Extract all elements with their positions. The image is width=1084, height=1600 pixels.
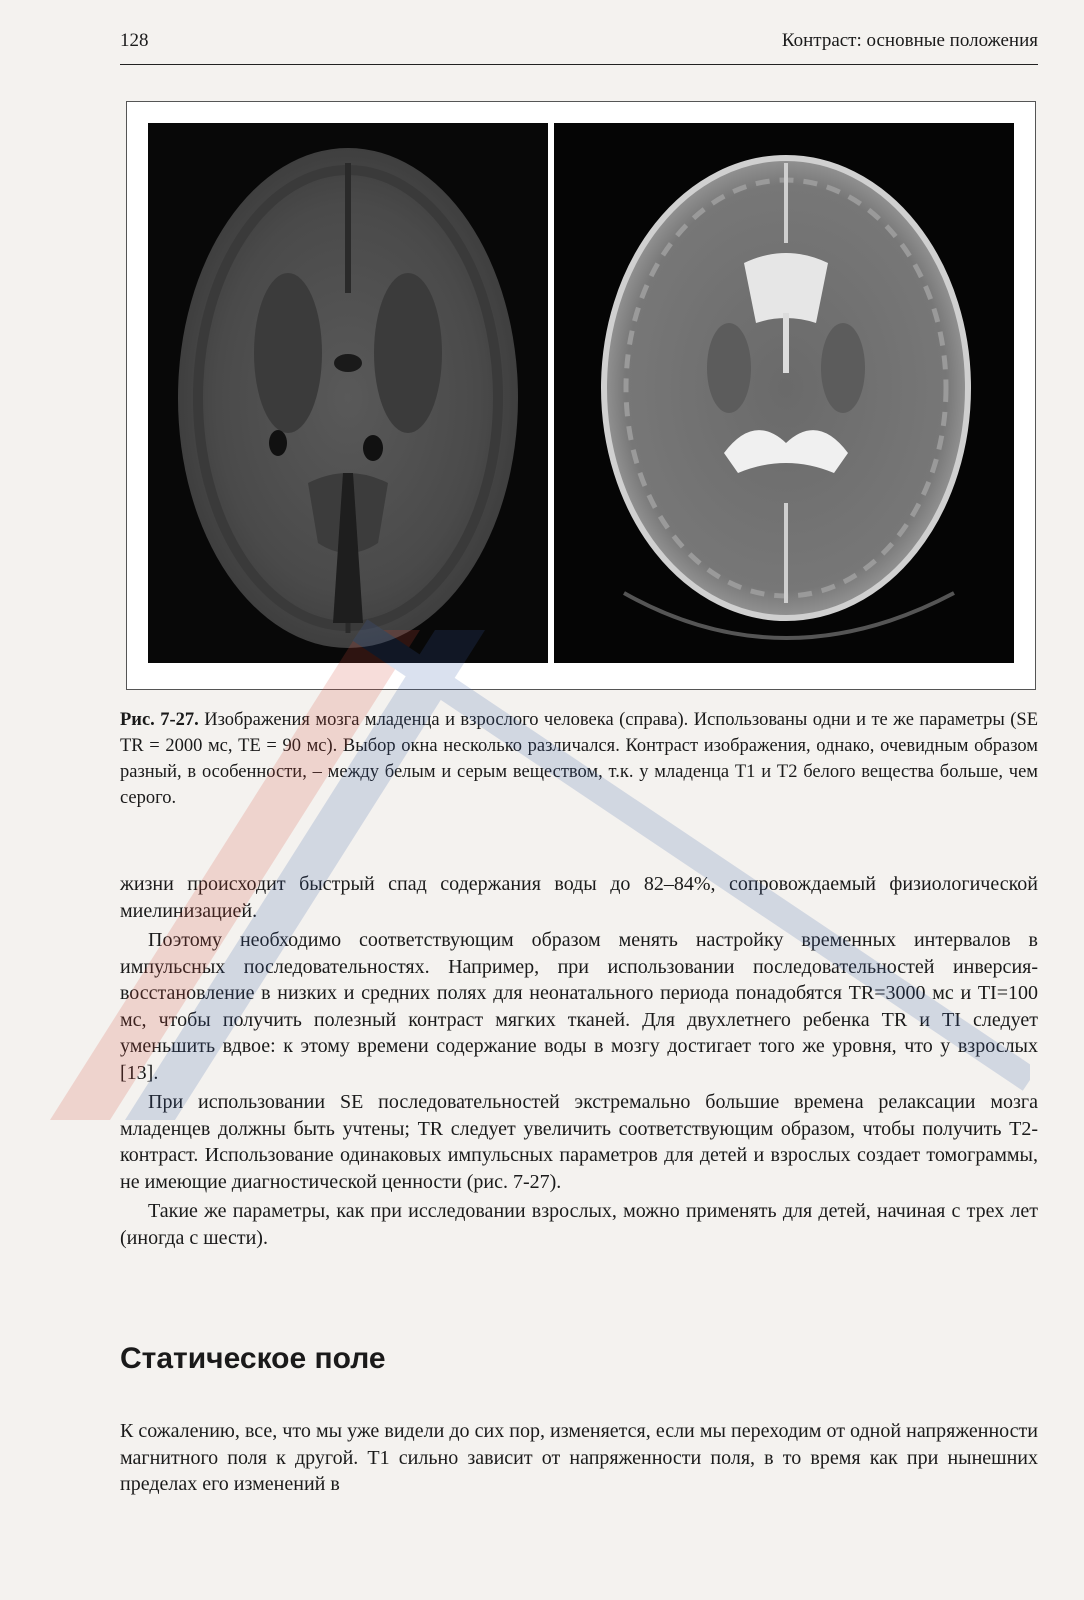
section-title: Статическое поле <box>120 1342 386 1375</box>
paragraph-1: жизни происходит быстрый спад содержания воды до 82–84%, сопровождаемый физиологической миелинизацией. <box>120 873 1038 922</box>
paragraph-4: Такие же параметры, как при исследовании взрослых, можно применять для детей, начиная с трех лет (иногда с шести). <box>120 1200 1038 1249</box>
page-header <box>120 30 1038 65</box>
body-text <box>120 871 1038 1251</box>
paragraph-3: При использовании SE последовательностей экстремально большие времена релаксации мозга младенцев должны быть учтены; TR следует увеличить соответствующим образом, чтобы получить T2-контраст. Использование одинаковых импульсных параметров для детей и взрослых создает томограммы, не имеющие диагностической ценности (рис. 7-27). <box>120 1091 1038 1193</box>
figure-7-27 <box>126 101 1036 690</box>
figure-label: Рис. 7-27. <box>120 710 199 730</box>
section-body <box>120 1418 1038 1498</box>
figure-caption <box>120 707 1038 811</box>
paragraph-2: Поэтому необходимо соответствующим образом менять настройку временных интервалов в импульсных последовательностях. Например, при использовании последовательностей инверсия-восстановление в низких и средних полях для неонатального периода понадобятся TR=3000 мс и TI=100 мс, чтобы получить полезный контраст мягких тканей. Для двухлетнего ребенка TR и TI следует уменьшить вдвое: к этому времени содержание воды в мозгу достигает того же уровня, что у взрослых [13]. <box>120 929 1038 1084</box>
figure-caption-text: Изображения мозга младенца и взрослого человека (справа). Использованы одни и те же параметры (SE TR = 2000 мс, TE = 90 мс). Выбор окна несколько различался. Контраст изображения, однако, очевидным образом разный, в особенности, – между белым и серым веществом, т.к. у младенца T1 и T2 белого вещества больше, чем серого. <box>120 710 1039 808</box>
section-paragraph-1: К сожалению, все, что мы уже видели до сих пор, изменяется, если мы переходим от одной напряженности магнитного поля к другой. T1 сильно зависит от напряженности поля, в то время как при нынешних пределах его изменений в <box>120 1420 1038 1495</box>
infant-brain-mri-image <box>148 123 548 663</box>
page-number: 128 <box>120 30 149 51</box>
running-title: Контраст: основные положения <box>781 30 1038 51</box>
adult-brain-mri-image <box>554 123 1014 663</box>
